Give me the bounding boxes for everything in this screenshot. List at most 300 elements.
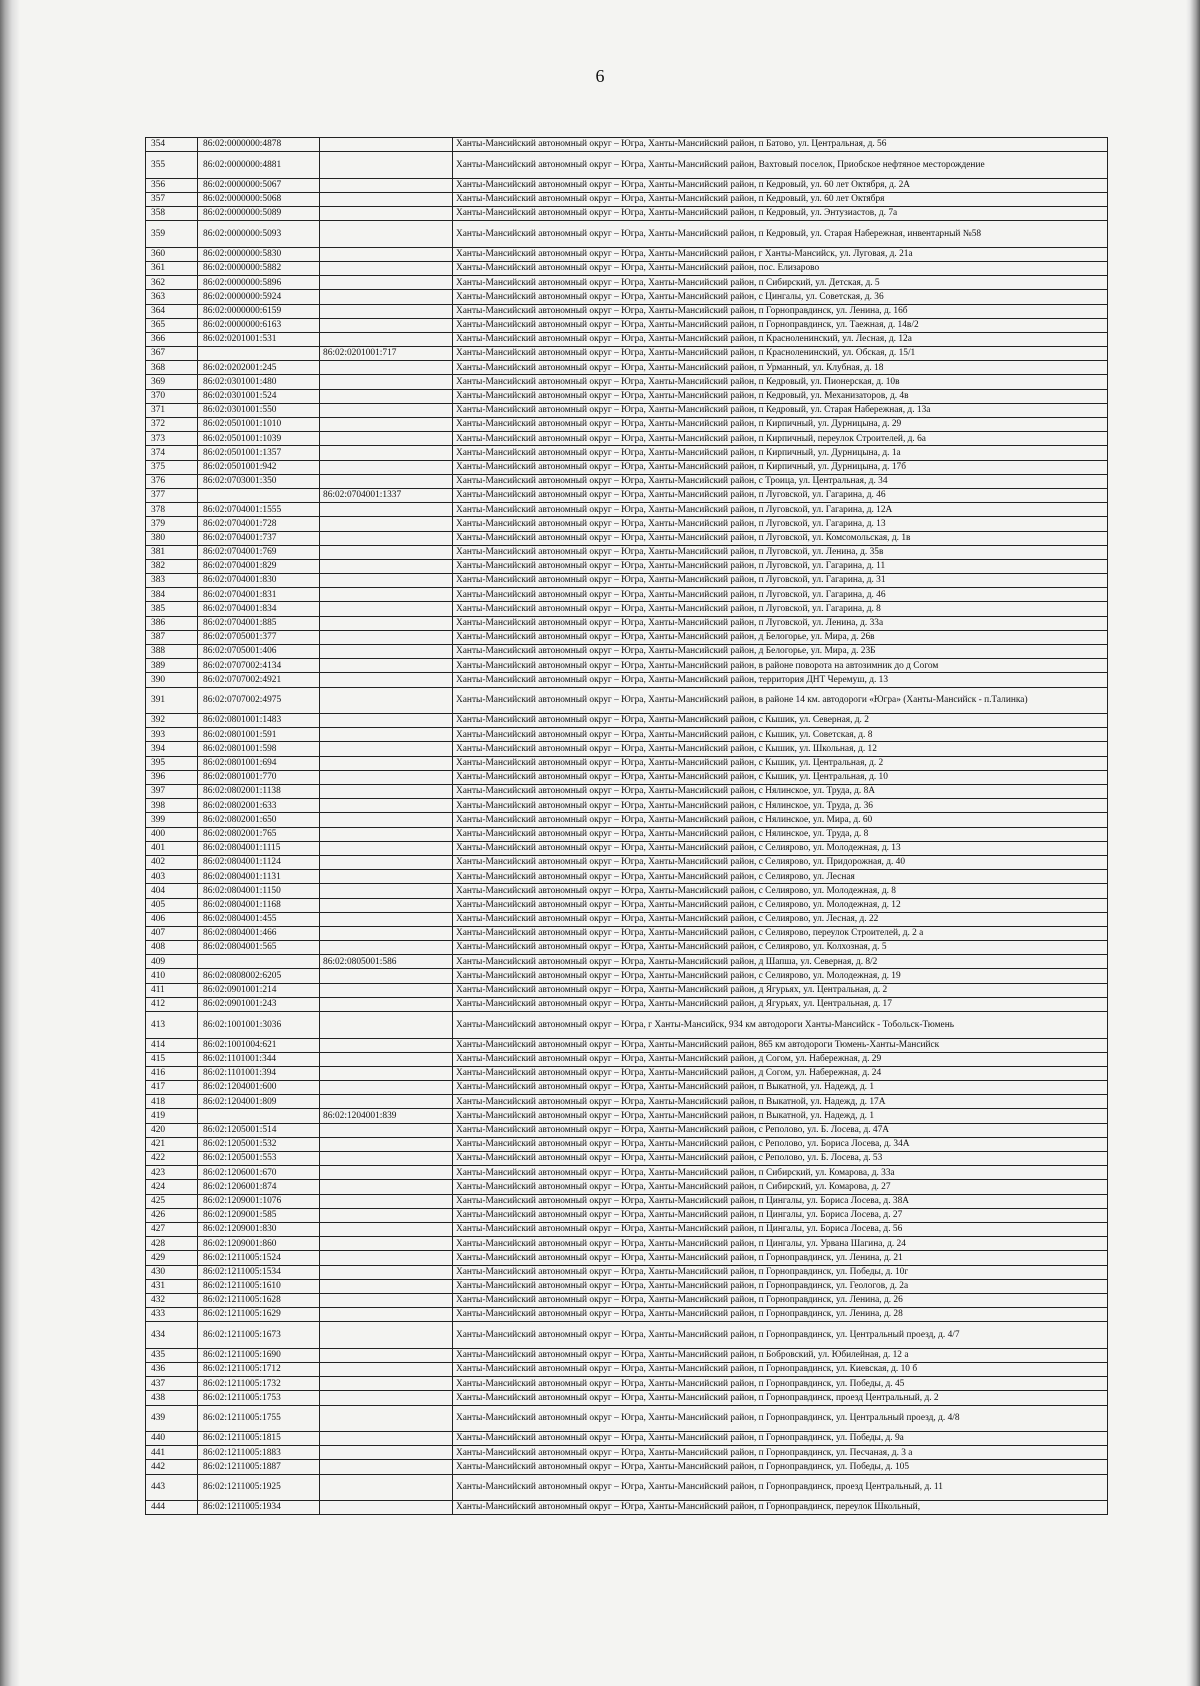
row-number-cell: 421 bbox=[146, 1137, 198, 1151]
secondary-cadastral-number-cell bbox=[320, 1362, 453, 1376]
cadastral-number-cell: 86:02:1211005:1815 bbox=[198, 1432, 320, 1446]
address-cell: Ханты-Мансийский автономный округ – Югра, Ханты-Мансийский район, с Селиярово, ул. Лесная, д. 22 bbox=[453, 912, 1108, 926]
secondary-cadastral-number-cell bbox=[320, 1251, 453, 1265]
row-number-cell: 395 bbox=[146, 756, 198, 770]
row-number-cell: 418 bbox=[146, 1095, 198, 1109]
cadastral-number-cell: 86:02:1211005:1629 bbox=[198, 1308, 320, 1322]
address-cell: Ханты-Мансийский автономный округ – Югра, Ханты-Мансийский район, п Кедровый, ул. Энтузиастов, д. 7а bbox=[453, 207, 1108, 221]
table-row bbox=[146, 375, 1108, 389]
secondary-cadastral-number-cell bbox=[320, 1460, 453, 1474]
secondary-cadastral-number-cell bbox=[320, 531, 453, 545]
table-row bbox=[146, 446, 1108, 460]
row-number-cell: 412 bbox=[146, 997, 198, 1011]
row-number-cell: 382 bbox=[146, 559, 198, 573]
address-cell: Ханты-Мансийский автономный округ – Югра, Ханты-Мансийский район, с Нялинское, ул. Мира, д. 60 bbox=[453, 813, 1108, 827]
table-row bbox=[146, 1081, 1108, 1095]
secondary-cadastral-number-cell bbox=[320, 673, 453, 687]
cadastral-number-cell: 86:02:0202001:245 bbox=[198, 361, 320, 375]
secondary-cadastral-number-cell bbox=[320, 1012, 453, 1039]
secondary-cadastral-number-cell bbox=[320, 1137, 453, 1151]
table-row bbox=[146, 574, 1108, 588]
secondary-cadastral-number-cell bbox=[320, 969, 453, 983]
address-cell: Ханты-Мансийский автономный округ – Югра, Ханты-Мансийский район, с Селиярово, переулок Строителей, д. 2 а bbox=[453, 926, 1108, 940]
row-number-cell: 443 bbox=[146, 1474, 198, 1501]
row-number-cell: 403 bbox=[146, 870, 198, 884]
secondary-cadastral-number-cell: 86:02:1204001:839 bbox=[320, 1109, 453, 1123]
table-row bbox=[146, 1109, 1108, 1123]
row-number-cell: 426 bbox=[146, 1208, 198, 1222]
row-number-cell: 383 bbox=[146, 574, 198, 588]
secondary-cadastral-number-cell bbox=[320, 207, 453, 221]
row-number-cell: 407 bbox=[146, 926, 198, 940]
table-row bbox=[146, 1237, 1108, 1251]
cadastral-number-cell: 86:02:1211005:1673 bbox=[198, 1322, 320, 1349]
secondary-cadastral-number-cell bbox=[320, 559, 453, 573]
table-row bbox=[146, 1405, 1108, 1432]
cadastral-number-cell bbox=[198, 955, 320, 969]
secondary-cadastral-number-cell bbox=[320, 630, 453, 644]
row-number-cell: 416 bbox=[146, 1066, 198, 1080]
secondary-cadastral-number-cell bbox=[320, 1279, 453, 1293]
row-number-cell: 380 bbox=[146, 531, 198, 545]
table-row bbox=[146, 138, 1108, 152]
row-number-cell: 376 bbox=[146, 474, 198, 488]
secondary-cadastral-number-cell bbox=[320, 659, 453, 673]
row-number-cell: 428 bbox=[146, 1237, 198, 1251]
address-cell: Ханты-Мансийский автономный округ – Югра, Ханты-Мансийский район, п Луговской, ул. Комсомольская, д. 1в bbox=[453, 531, 1108, 545]
cadastral-number-cell: 86:02:1205001:514 bbox=[198, 1123, 320, 1137]
address-cell: Ханты-Мансийский автономный округ – Югра, Ханты-Мансийский район, Вахтовый поселок, Приобское нефтяное месторождение bbox=[453, 152, 1108, 179]
row-number-cell: 364 bbox=[146, 304, 198, 318]
address-cell: Ханты-Мансийский автономный округ – Югра, Ханты-Мансийский район, п Кедровый, ул. Пионерская, д. 10в bbox=[453, 375, 1108, 389]
row-number-cell: 444 bbox=[146, 1501, 198, 1515]
secondary-cadastral-number-cell bbox=[320, 714, 453, 728]
address-cell: Ханты-Мансийский автономный округ – Югра, Ханты-Мансийский район, п Сибирский, ул. Комарова, д. 33а bbox=[453, 1166, 1108, 1180]
secondary-cadastral-number-cell: 86:02:0704001:1337 bbox=[320, 488, 453, 502]
secondary-cadastral-number-cell bbox=[320, 785, 453, 799]
row-number-cell: 440 bbox=[146, 1432, 198, 1446]
table-row bbox=[146, 855, 1108, 869]
table-row bbox=[146, 813, 1108, 827]
cadastral-number-cell: 86:02:0707002:4921 bbox=[198, 673, 320, 687]
row-number-cell: 411 bbox=[146, 983, 198, 997]
address-cell: Ханты-Мансийский автономный округ – Югра, Ханты-Мансийский район, с Селиярово, ул. Лесная bbox=[453, 870, 1108, 884]
secondary-cadastral-number-cell bbox=[320, 1501, 453, 1515]
table-row bbox=[146, 827, 1108, 841]
address-cell: Ханты-Мансийский автономный округ – Югра, Ханты-Мансийский район, п Кедровый, ул. 60 лет Октября bbox=[453, 192, 1108, 206]
cadastral-number-cell: 86:02:0000000:4881 bbox=[198, 152, 320, 179]
secondary-cadastral-number-cell bbox=[320, 884, 453, 898]
address-cell: Ханты-Мансийский автономный округ – Югра, Ханты-Мансийский район, п Кедровый, ул. Старая Набережная, инвентарный №58 bbox=[453, 221, 1108, 248]
address-cell: Ханты-Мансийский автономный округ – Югра, Ханты-Мансийский район, п Горноправдинск, ул. Ленина, д. 26 bbox=[453, 1293, 1108, 1307]
address-cell: Ханты-Мансийский автономный округ – Югра, Ханты-Мансийский район, в районе 14 км. автодороги «Югра» (Ханты-Мансийск - п.Талинка) bbox=[453, 687, 1108, 714]
address-cell: Ханты-Мансийский автономный округ – Югра, Ханты-Мансийский район, д Ягурьях, ул. Центральная, д. 17 bbox=[453, 997, 1108, 1011]
cadastral-number-cell: 86:02:0301001:550 bbox=[198, 403, 320, 417]
address-cell: Ханты-Мансийский автономный округ – Югра, Ханты-Мансийский район, п Кедровый, ул. Механизаторов, д. 4в bbox=[453, 389, 1108, 403]
cadastral-number-cell: 86:02:0704001:834 bbox=[198, 602, 320, 616]
address-cell: Ханты-Мансийский автономный округ – Югра, Ханты-Мансийский район, с Селиярово, ул. Молодежная, д. 19 bbox=[453, 969, 1108, 983]
row-number-cell: 436 bbox=[146, 1362, 198, 1376]
secondary-cadastral-number-cell bbox=[320, 912, 453, 926]
cadastral-number-cell: 86:02:0802001:633 bbox=[198, 799, 320, 813]
address-cell: Ханты-Мансийский автономный округ – Югра, Ханты-Мансийский район, п Луговской, ул. Гагарина, д. 8 bbox=[453, 602, 1108, 616]
secondary-cadastral-number-cell bbox=[320, 1308, 453, 1322]
cadastral-number-cell: 86:02:1211005:1755 bbox=[198, 1405, 320, 1432]
row-number-cell: 439 bbox=[146, 1405, 198, 1432]
cadastral-number-cell: 86:02:1211005:1690 bbox=[198, 1348, 320, 1362]
table-row bbox=[146, 247, 1108, 261]
table-row bbox=[146, 261, 1108, 275]
table-row bbox=[146, 1166, 1108, 1180]
address-cell: Ханты-Мансийский автономный округ – Югра, Ханты-Мансийский район, с Кышик, ул. Центральная, д. 2 bbox=[453, 756, 1108, 770]
table-row bbox=[146, 318, 1108, 332]
address-cell: Ханты-Мансийский автономный округ – Югра, Ханты-Мансийский район, п Выкатной, ул. Надежд, д. 17А bbox=[453, 1095, 1108, 1109]
table-row bbox=[146, 673, 1108, 687]
table-row bbox=[146, 1152, 1108, 1166]
table-row bbox=[146, 983, 1108, 997]
row-number-cell: 381 bbox=[146, 545, 198, 559]
address-cell: Ханты-Мансийский автономный округ – Югра, Ханты-Мансийский район, с Кышик, ул. Центральная, д. 10 bbox=[453, 770, 1108, 784]
cadastral-number-cell: 86:02:1101001:344 bbox=[198, 1052, 320, 1066]
address-cell: Ханты-Мансийский автономный округ – Югра, Ханты-Мансийский район, п Кирпичный, переулок Строителей, д. 6а bbox=[453, 432, 1108, 446]
secondary-cadastral-number-cell bbox=[320, 1123, 453, 1137]
cadastral-number-cell: 86:02:1211005:1534 bbox=[198, 1265, 320, 1279]
row-number-cell: 373 bbox=[146, 432, 198, 446]
address-cell: Ханты-Мансийский автономный округ – Югра, Ханты-Мансийский район, п Горноправдинск, ул. Центральный проезд, д. 4/8 bbox=[453, 1405, 1108, 1432]
address-cell: Ханты-Мансийский автономный округ – Югра, Ханты-Мансийский район, п Луговской, ул. Гагарина, д. 31 bbox=[453, 574, 1108, 588]
secondary-cadastral-number-cell bbox=[320, 1052, 453, 1066]
row-number-cell: 389 bbox=[146, 659, 198, 673]
table-row bbox=[146, 1460, 1108, 1474]
secondary-cadastral-number-cell bbox=[320, 1322, 453, 1349]
address-cell: Ханты-Мансийский автономный округ – Югра, Ханты-Мансийский район, с Реполово, ул. Бориса Лосева, д. 34А bbox=[453, 1137, 1108, 1151]
row-number-cell: 379 bbox=[146, 517, 198, 531]
row-number-cell: 384 bbox=[146, 588, 198, 602]
table-row bbox=[146, 884, 1108, 898]
address-cell: Ханты-Мансийский автономный округ – Югра, г Ханты-Мансийск, 934 км автодороги Ханты-Мансийск - Тобольск-Тюмень bbox=[453, 1012, 1108, 1039]
cadastral-number-cell: 86:02:0804001:1131 bbox=[198, 870, 320, 884]
secondary-cadastral-number-cell bbox=[320, 332, 453, 346]
row-number-cell: 372 bbox=[146, 418, 198, 432]
table-row bbox=[146, 1208, 1108, 1222]
cadastral-number-cell: 86:02:0704001:1555 bbox=[198, 503, 320, 517]
table-row bbox=[146, 841, 1108, 855]
table-row bbox=[146, 645, 1108, 659]
secondary-cadastral-number-cell bbox=[320, 460, 453, 474]
cadastral-number-cell: 86:02:0501001:1010 bbox=[198, 418, 320, 432]
table-row bbox=[146, 785, 1108, 799]
secondary-cadastral-number-cell bbox=[320, 261, 453, 275]
address-cell: Ханты-Мансийский автономный округ – Югра, Ханты-Мансийский район, п Горноправдинск, ул. Победы, д. 10г bbox=[453, 1265, 1108, 1279]
address-cell: Ханты-Мансийский автономный округ – Югра, Ханты-Мансийский район, п Луговской, ул. Ленина, д. 33а bbox=[453, 616, 1108, 630]
cadastral-number-cell: 86:02:0000000:4878 bbox=[198, 138, 320, 152]
row-number-cell: 385 bbox=[146, 602, 198, 616]
cadastral-number-cell: 86:02:1209001:585 bbox=[198, 1208, 320, 1222]
row-number-cell: 429 bbox=[146, 1251, 198, 1265]
table-row bbox=[146, 1038, 1108, 1052]
table-row bbox=[146, 997, 1108, 1011]
table-row bbox=[146, 276, 1108, 290]
table-row bbox=[146, 1012, 1108, 1039]
secondary-cadastral-number-cell bbox=[320, 1095, 453, 1109]
row-number-cell: 409 bbox=[146, 955, 198, 969]
table-row bbox=[146, 1308, 1108, 1322]
cadastral-number-cell: 86:02:1211005:1934 bbox=[198, 1501, 320, 1515]
table-row bbox=[146, 1293, 1108, 1307]
row-number-cell: 413 bbox=[146, 1012, 198, 1039]
secondary-cadastral-number-cell bbox=[320, 1038, 453, 1052]
row-number-cell: 374 bbox=[146, 446, 198, 460]
address-cell: Ханты-Мансийский автономный округ – Югра, Ханты-Мансийский район, п Луговской, ул. Гагарина, д. 46 bbox=[453, 488, 1108, 502]
row-number-cell: 434 bbox=[146, 1322, 198, 1349]
table-row bbox=[146, 756, 1108, 770]
secondary-cadastral-number-cell bbox=[320, 1180, 453, 1194]
secondary-cadastral-number-cell bbox=[320, 574, 453, 588]
cadastral-number-cell: 86:02:1211005:1628 bbox=[198, 1293, 320, 1307]
table-row bbox=[146, 714, 1108, 728]
secondary-cadastral-number-cell bbox=[320, 1391, 453, 1405]
secondary-cadastral-number-cell bbox=[320, 813, 453, 827]
address-cell: Ханты-Мансийский автономный округ – Югра, Ханты-Мансийский район, п Горноправдинск, ул. Победы, д. 105 bbox=[453, 1460, 1108, 1474]
row-number-cell: 401 bbox=[146, 841, 198, 855]
cadastral-number-cell: 86:02:0704001:831 bbox=[198, 588, 320, 602]
address-cell: Ханты-Мансийский автономный округ – Югра, Ханты-Мансийский район, п Сибирский, ул. Детская, д. 5 bbox=[453, 276, 1108, 290]
table-row bbox=[146, 559, 1108, 573]
secondary-cadastral-number-cell bbox=[320, 1152, 453, 1166]
address-cell: Ханты-Мансийский автономный округ – Югра, Ханты-Мансийский район, п Выкатной, ул. Надежд, д. 1 bbox=[453, 1081, 1108, 1095]
secondary-cadastral-number-cell bbox=[320, 742, 453, 756]
secondary-cadastral-number-cell bbox=[320, 432, 453, 446]
secondary-cadastral-number-cell bbox=[320, 446, 453, 460]
cadastral-number-cell: 86:02:0301001:524 bbox=[198, 389, 320, 403]
row-number-cell: 442 bbox=[146, 1460, 198, 1474]
cadastral-number-cell: 86:02:0707002:4134 bbox=[198, 659, 320, 673]
row-number-cell: 361 bbox=[146, 261, 198, 275]
table-row bbox=[146, 1194, 1108, 1208]
cadastral-number-cell: 86:02:1209001:860 bbox=[198, 1237, 320, 1251]
address-cell: Ханты-Мансийский автономный округ – Югра, Ханты-Мансийский район, п Цингалы, ул. Бориса Лосева, д. 56 bbox=[453, 1222, 1108, 1236]
secondary-cadastral-number-cell bbox=[320, 1222, 453, 1236]
cadastral-number-cell: 86:02:0000000:5924 bbox=[198, 290, 320, 304]
row-number-cell: 431 bbox=[146, 1279, 198, 1293]
cadastral-number-cell: 86:02:0704001:728 bbox=[198, 517, 320, 531]
address-cell: Ханты-Мансийский автономный округ – Югра, Ханты-Мансийский район, пос. Елизарово bbox=[453, 261, 1108, 275]
address-cell: Ханты-Мансийский автономный округ – Югра, Ханты-Мансийский район, д Ягурьях, ул. Центральная, д. 2 bbox=[453, 983, 1108, 997]
row-number-cell: 438 bbox=[146, 1391, 198, 1405]
row-number-cell: 370 bbox=[146, 389, 198, 403]
secondary-cadastral-number-cell bbox=[320, 276, 453, 290]
cadastral-number-cell: 86:02:1204001:600 bbox=[198, 1081, 320, 1095]
address-cell: Ханты-Мансийский автономный округ – Югра, Ханты-Мансийский район, п Горноправдинск, ул. Песчаная, д. 3 а bbox=[453, 1446, 1108, 1460]
row-number-cell: 390 bbox=[146, 673, 198, 687]
address-cell: Ханты-Мансийский автономный округ – Югра, Ханты-Мансийский район, с Троица, ул. Центральная, д. 34 bbox=[453, 474, 1108, 488]
cadastral-number-cell: 86:02:0804001:1124 bbox=[198, 855, 320, 869]
cadastral-number-cell: 86:02:1209001:830 bbox=[198, 1222, 320, 1236]
secondary-cadastral-number-cell bbox=[320, 418, 453, 432]
table-row bbox=[146, 1362, 1108, 1376]
table-row bbox=[146, 488, 1108, 502]
secondary-cadastral-number-cell bbox=[320, 602, 453, 616]
cadastral-number-cell: 86:02:0901001:214 bbox=[198, 983, 320, 997]
cadastral-number-cell: 86:02:1211005:1732 bbox=[198, 1377, 320, 1391]
secondary-cadastral-number-cell bbox=[320, 1377, 453, 1391]
row-number-cell: 430 bbox=[146, 1265, 198, 1279]
secondary-cadastral-number-cell bbox=[320, 1446, 453, 1460]
table-row bbox=[146, 221, 1108, 248]
address-cell: Ханты-Мансийский автономный округ – Югра, Ханты-Мансийский район, с Нялинское, ул. Труда, д. 8 bbox=[453, 827, 1108, 841]
secondary-cadastral-number-cell bbox=[320, 1237, 453, 1251]
secondary-cadastral-number-cell bbox=[320, 290, 453, 304]
row-number-cell: 355 bbox=[146, 152, 198, 179]
table-row bbox=[146, 1279, 1108, 1293]
cadastral-number-cell: 86:02:0801001:694 bbox=[198, 756, 320, 770]
cadastral-number-cell: 86:02:0000000:5089 bbox=[198, 207, 320, 221]
table-row bbox=[146, 799, 1108, 813]
address-cell: Ханты-Мансийский автономный округ – Югра, Ханты-Мансийский район, с Селиярово, ул. Придорожная, д. 40 bbox=[453, 855, 1108, 869]
cadastral-number-cell: 86:02:0804001:1168 bbox=[198, 898, 320, 912]
row-number-cell: 425 bbox=[146, 1194, 198, 1208]
cadastral-number-cell: 86:02:0802001:650 bbox=[198, 813, 320, 827]
row-number-cell: 400 bbox=[146, 827, 198, 841]
scan-edge-left bbox=[0, 0, 20, 1686]
table-row bbox=[146, 517, 1108, 531]
cadastral-number-cell: 86:02:0501001:942 bbox=[198, 460, 320, 474]
row-number-cell: 362 bbox=[146, 276, 198, 290]
secondary-cadastral-number-cell bbox=[320, 545, 453, 559]
row-number-cell: 377 bbox=[146, 488, 198, 502]
cadastral-number-cell: 86:02:0801001:598 bbox=[198, 742, 320, 756]
secondary-cadastral-number-cell bbox=[320, 997, 453, 1011]
cadastral-number-cell: 86:02:1211005:1753 bbox=[198, 1391, 320, 1405]
table-row bbox=[146, 898, 1108, 912]
cadastral-number-cell: 86:02:0704001:885 bbox=[198, 616, 320, 630]
table-row bbox=[146, 152, 1108, 179]
scan-edge-right bbox=[1186, 0, 1200, 1686]
cadastral-number-cell: 86:02:0804001:565 bbox=[198, 941, 320, 955]
cadastral-number-cell: 86:02:0704001:829 bbox=[198, 559, 320, 573]
secondary-cadastral-number-cell bbox=[320, 841, 453, 855]
secondary-cadastral-number-cell bbox=[320, 304, 453, 318]
cadastral-number-cell: 86:02:0000000:6159 bbox=[198, 304, 320, 318]
secondary-cadastral-number-cell bbox=[320, 318, 453, 332]
secondary-cadastral-number-cell bbox=[320, 1208, 453, 1222]
table-row bbox=[146, 474, 1108, 488]
address-cell: Ханты-Мансийский автономный округ – Югра, Ханты-Мансийский район, п Урманный, ул. Клубная, д. 18 bbox=[453, 361, 1108, 375]
row-number-cell: 414 bbox=[146, 1038, 198, 1052]
cadastral-number-cell: 86:02:0703001:350 bbox=[198, 474, 320, 488]
table-row bbox=[146, 403, 1108, 417]
secondary-cadastral-number-cell bbox=[320, 687, 453, 714]
cadastral-number-cell: 86:02:1206001:670 bbox=[198, 1166, 320, 1180]
address-cell: Ханты-Мансийский автономный округ – Югра, Ханты-Мансийский район, территория ДНТ Черемуш, д. 13 bbox=[453, 673, 1108, 687]
table-row bbox=[146, 207, 1108, 221]
secondary-cadastral-number-cell bbox=[320, 503, 453, 517]
cadastral-number-cell: 86:02:0804001:455 bbox=[198, 912, 320, 926]
secondary-cadastral-number-cell bbox=[320, 138, 453, 152]
table-row bbox=[146, 432, 1108, 446]
cadastral-number-cell: 86:02:1211005:1883 bbox=[198, 1446, 320, 1460]
address-cell: Ханты-Мансийский автономный округ – Югра, Ханты-Мансийский район, с Цингалы, ул. Советская, д. 36 bbox=[453, 290, 1108, 304]
table-row bbox=[146, 1265, 1108, 1279]
table-row bbox=[146, 418, 1108, 432]
row-number-cell: 419 bbox=[146, 1109, 198, 1123]
address-cell: Ханты-Мансийский автономный округ – Югра, Ханты-Мансийский район, п Горноправдинск, ул. Ленина, д. 28 bbox=[453, 1308, 1108, 1322]
row-number-cell: 437 bbox=[146, 1377, 198, 1391]
secondary-cadastral-number-cell bbox=[320, 588, 453, 602]
table-row bbox=[146, 1501, 1108, 1515]
row-number-cell: 397 bbox=[146, 785, 198, 799]
address-cell: Ханты-Мансийский автономный округ – Югра, Ханты-Мансийский район, с Нялинское, ул. Труда, д. 36 bbox=[453, 799, 1108, 813]
address-cell: Ханты-Мансийский автономный округ – Югра, Ханты-Мансийский район, п Батово, ул. Центральная, д. 56 bbox=[453, 138, 1108, 152]
cadastral-number-cell: 86:02:0705001:406 bbox=[198, 645, 320, 659]
secondary-cadastral-number-cell bbox=[320, 770, 453, 784]
table-row bbox=[146, 1066, 1108, 1080]
secondary-cadastral-number-cell: 86:02:0201001:717 bbox=[320, 347, 453, 361]
secondary-cadastral-number-cell bbox=[320, 375, 453, 389]
row-number-cell: 424 bbox=[146, 1180, 198, 1194]
cadastral-number-cell: 86:02:0707002:4975 bbox=[198, 687, 320, 714]
cadastral-number-cell: 86:02:1205001:532 bbox=[198, 1137, 320, 1151]
property-registry-table bbox=[145, 137, 1108, 1515]
cadastral-number-cell: 86:02:0000000:5093 bbox=[198, 221, 320, 248]
secondary-cadastral-number-cell bbox=[320, 756, 453, 770]
table-row bbox=[146, 659, 1108, 673]
cadastral-number-cell bbox=[198, 347, 320, 361]
table-row bbox=[146, 1180, 1108, 1194]
cadastral-number-cell bbox=[198, 1109, 320, 1123]
address-cell: Ханты-Мансийский автономный округ – Югра, Ханты-Мансийский район, 865 км автодороги Тюмень-Ханты-Мансийск bbox=[453, 1038, 1108, 1052]
address-cell: Ханты-Мансийский автономный округ – Югра, Ханты-Мансийский район, в районе поворота на автозимник до д Согом bbox=[453, 659, 1108, 673]
table-row bbox=[146, 347, 1108, 361]
secondary-cadastral-number-cell bbox=[320, 1066, 453, 1080]
row-number-cell: 357 bbox=[146, 192, 198, 206]
row-number-cell: 417 bbox=[146, 1081, 198, 1095]
cadastral-number-cell: 86:02:1211005:1925 bbox=[198, 1474, 320, 1501]
address-cell: Ханты-Мансийский автономный округ – Югра, Ханты-Мансийский район, п Горноправдинск, ул. Центральный проезд, д. 4/7 bbox=[453, 1322, 1108, 1349]
row-number-cell: 415 bbox=[146, 1052, 198, 1066]
cadastral-number-cell bbox=[198, 488, 320, 502]
address-cell: Ханты-Мансийский автономный округ – Югра, Ханты-Мансийский район, п Кедровый, ул. Старая Набережная, д. 13а bbox=[453, 403, 1108, 417]
cadastral-number-cell: 86:02:0804001:1115 bbox=[198, 841, 320, 855]
row-number-cell: 433 bbox=[146, 1308, 198, 1322]
table-row bbox=[146, 1391, 1108, 1405]
cadastral-number-cell: 86:02:0804001:1150 bbox=[198, 884, 320, 898]
cadastral-number-cell: 86:02:0801001:1483 bbox=[198, 714, 320, 728]
address-cell: Ханты-Мансийский автономный округ – Югра, Ханты-Мансийский район, д Согом, ул. Набережная, д. 24 bbox=[453, 1066, 1108, 1080]
row-number-cell: 367 bbox=[146, 347, 198, 361]
address-cell: Ханты-Мансийский автономный округ – Югра, Ханты-Мансийский район, с Нялинское, ул. Труда, д. 8А bbox=[453, 785, 1108, 799]
row-number-cell: 393 bbox=[146, 728, 198, 742]
table-row bbox=[146, 1322, 1108, 1349]
row-number-cell: 363 bbox=[146, 290, 198, 304]
row-number-cell: 432 bbox=[146, 1293, 198, 1307]
row-number-cell: 423 bbox=[146, 1166, 198, 1180]
secondary-cadastral-number-cell bbox=[320, 1081, 453, 1095]
row-number-cell: 420 bbox=[146, 1123, 198, 1137]
cadastral-number-cell: 86:02:0201001:531 bbox=[198, 332, 320, 346]
row-number-cell: 375 bbox=[146, 460, 198, 474]
row-number-cell: 398 bbox=[146, 799, 198, 813]
secondary-cadastral-number-cell bbox=[320, 1293, 453, 1307]
cadastral-number-cell: 86:02:0301001:480 bbox=[198, 375, 320, 389]
address-cell: Ханты-Мансийский автономный округ – Югра, Ханты-Мансийский район, с Кышик, ул. Северная, д. 2 bbox=[453, 714, 1108, 728]
address-cell: Ханты-Мансийский автономный округ – Югра, Ханты-Мансийский район, п Горноправдинск, переулок Школьный, bbox=[453, 1501, 1108, 1515]
address-cell: Ханты-Мансийский автономный округ – Югра, Ханты-Мансийский район, д Согом, ул. Набережная, д. 29 bbox=[453, 1052, 1108, 1066]
table-row bbox=[146, 304, 1108, 318]
table-row bbox=[146, 1095, 1108, 1109]
row-number-cell: 405 bbox=[146, 898, 198, 912]
address-cell: Ханты-Мансийский автономный округ – Югра, Ханты-Мансийский район, с Кышик, ул. Школьная, д. 12 bbox=[453, 742, 1108, 756]
